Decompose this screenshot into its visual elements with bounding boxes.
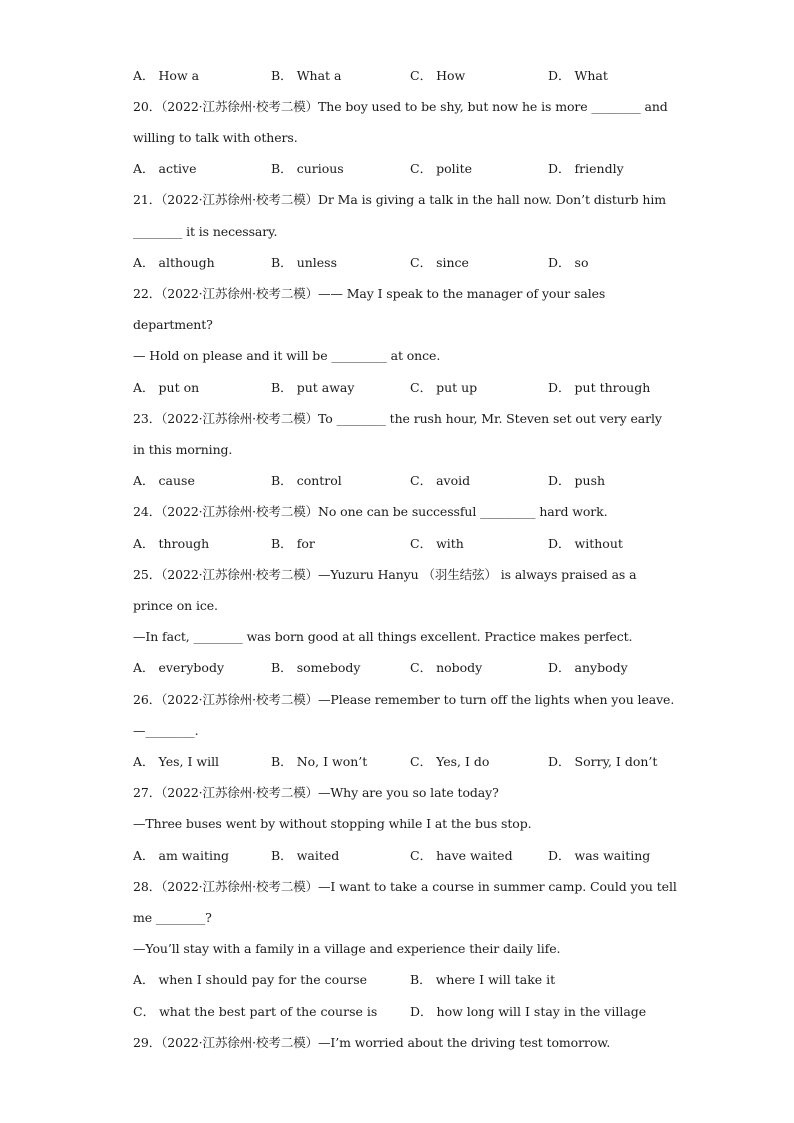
- q19-option-a: A． How a: [133, 68, 200, 83]
- q20-option-b: B． curious: [271, 161, 344, 176]
- q28-option-b: B． where I will take it: [410, 972, 556, 987]
- q22-option-b: B． put away: [271, 380, 355, 395]
- q24-option-a: A． through: [133, 536, 210, 551]
- q22-option-d: D． put through: [548, 380, 651, 395]
- q23-option-d: D． push: [548, 473, 606, 488]
- q25-stem-line2: prince on ice.: [133, 598, 218, 613]
- q19-option-c: C． How: [410, 68, 466, 83]
- q25-option-a: A． everybody: [133, 660, 225, 675]
- q24-option-c: C． with: [410, 536, 464, 551]
- q25-stem-line1: 25．（2022·江苏徐州·校考二模）—Yuzuru Hanyu （羽生结弦） is always praised as a: [133, 567, 637, 582]
- q26-option-a: A． Yes, I will: [133, 754, 220, 769]
- q27-stem-line1: 27．（2022·江苏徐州·校考二模）—Why are you so late today?: [133, 785, 499, 800]
- q21-stem-line2: ________ it is necessary.: [133, 224, 278, 239]
- q24-option-d: D． without: [548, 536, 623, 551]
- q23-option-a: A． cause: [133, 473, 195, 488]
- q22-stem-line3: — Hold on please and it will be _________ at once.: [133, 348, 441, 363]
- q24-option-b: B． for: [271, 536, 315, 551]
- q22-option-c: C． put up: [410, 380, 478, 395]
- q21-option-a: A． although: [133, 255, 215, 270]
- q23-option-b: B． control: [271, 473, 342, 488]
- q28-option-d: D． how long will I stay in the village: [410, 1004, 647, 1019]
- q22-option-a: A． put on: [133, 380, 200, 395]
- q27-option-d: D． was waiting: [548, 848, 651, 863]
- q27-stem-line2: —Three buses went by without stopping while I at the bus stop.: [133, 816, 532, 831]
- q25-stem-line3: —In fact, ________ was born good at all things excellent. Practice makes perfect.: [133, 629, 633, 644]
- q26-option-c: C． Yes, I do: [410, 754, 490, 769]
- q20-stem-line1: 20．（2022·江苏徐州·校考二模）The boy used to be shy, but now he is more ________ and: [133, 99, 668, 114]
- q27-option-c: C． have waited: [410, 848, 513, 863]
- q21-option-c: C． since: [410, 255, 469, 270]
- q25-option-c: C． nobody: [410, 660, 483, 675]
- q20-stem-line2: willing to talk with others.: [133, 130, 298, 145]
- q21-option-b: B． unless: [271, 255, 338, 270]
- q26-option-d: D． Sorry, I don’t: [548, 754, 658, 769]
- q27-option-b: B． waited: [271, 848, 340, 863]
- q21-stem-line1: 21．（2022·江苏徐州·校考二模）Dr Ma is giving a talk in the hall now. Don’t disturb him: [133, 192, 667, 207]
- q21-option-d: D． so: [548, 255, 589, 270]
- q28-stem-line2: me ________?: [133, 910, 212, 925]
- q24-stem-line1: 24．（2022·江苏徐州·校考二模）No one can be successful _________ hard work.: [133, 504, 608, 519]
- q28-stem-line3: —You’ll stay with a family in a village and experience their daily life.: [133, 941, 561, 956]
- q20-option-a: A． active: [133, 161, 197, 176]
- q19-option-d: D． What: [548, 68, 608, 83]
- q25-option-b: B． somebody: [271, 660, 361, 675]
- q26-stem-line2: —________.: [133, 723, 199, 738]
- q23-stem-line2: in this morning.: [133, 442, 233, 457]
- q20-option-c: C． polite: [410, 161, 473, 176]
- q28-stem-line1: 28．（2022·江苏徐州·校考二模）—I want to take a course in summer camp. Could you tell: [133, 879, 677, 894]
- q23-stem-line1: 23．（2022·江苏徐州·校考二模）To ________ the rush hour, Mr. Steven set out very early: [133, 411, 662, 426]
- q26-stem-line1: 26．（2022·江苏徐州·校考二模）—Please remember to turn off the lights when you leave.: [133, 692, 675, 707]
- q23-option-c: C． avoid: [410, 473, 471, 488]
- q29-stem-line1: 29．（2022·江苏徐州·校考二模）—I’m worried about the driving test tomorrow.: [133, 1035, 611, 1050]
- q19-option-b: B． What a: [271, 68, 342, 83]
- q20-option-d: D． friendly: [548, 161, 624, 176]
- q27-option-a: A． am waiting: [133, 848, 230, 863]
- q26-option-b: B． No, I won’t: [271, 754, 368, 769]
- q28-option-c: C． what the best part of the course is: [133, 1004, 378, 1019]
- q22-stem-line1: 22．（2022·江苏徐州·校考二模）—— May I speak to the manager of your sales: [133, 286, 606, 301]
- q22-stem-line2: department?: [133, 317, 213, 332]
- q28-option-a: A． when I should pay for the course: [133, 972, 368, 987]
- q25-option-d: D． anybody: [548, 660, 628, 675]
